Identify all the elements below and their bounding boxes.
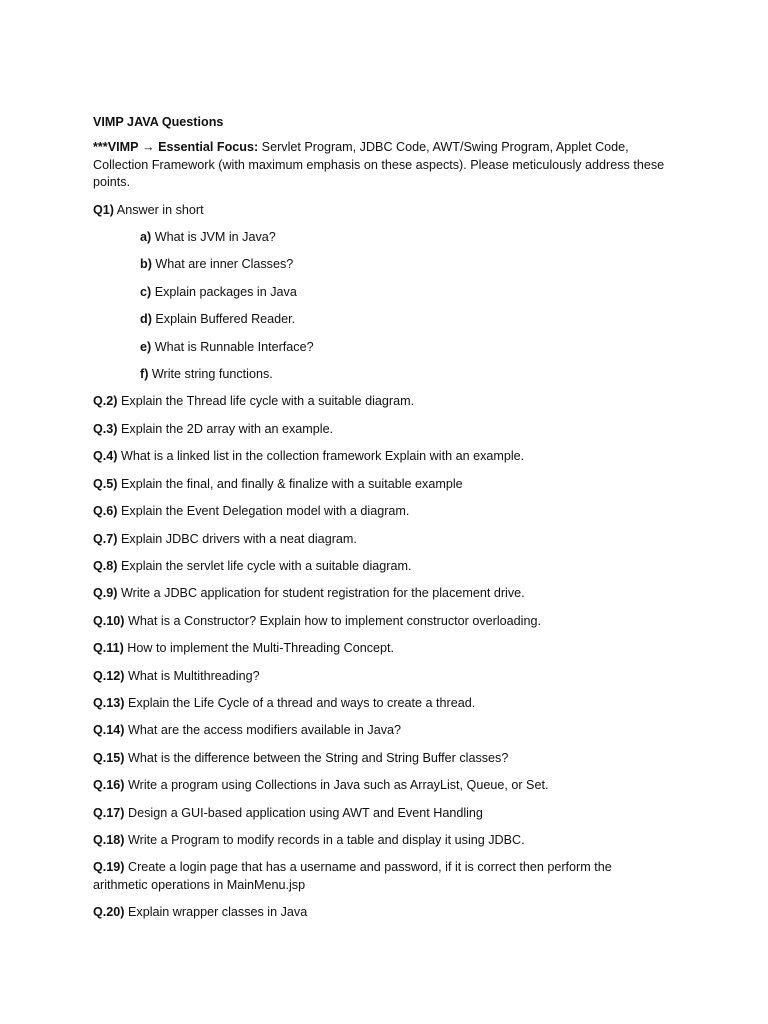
question-text: What is the difference between the String and String Buffer classes? [124,750,509,765]
document-page [93,114,668,932]
question-q4 [93,448,668,465]
question-number: Q.18) [93,832,125,847]
sub-question-label: f) [140,367,149,382]
sub-question-label: b) [140,257,152,272]
question-q11 [93,640,668,657]
sub-question-text: Explain packages in Java [151,284,297,299]
question-q6 [93,503,668,520]
question-number: Q.16) [93,778,125,793]
question-text: Explain wrapper classes in Java [124,905,308,920]
question-text: Explain the Event Delegation model with a diagram. [117,504,410,519]
sub-question-text: What is JVM in Java? [151,230,276,245]
right-arrow-icon: → [142,140,155,155]
question-number: Q.19) [93,860,125,875]
sub-question-text: What is Runnable Interface? [151,339,314,354]
focus-text: Servlet Program, JDBC Code, AWT/Swing Program, Applet Code, Collection Framework (with maximum emphasis on these aspects). Please meticulously address these points. [93,140,665,190]
question-text: What is a linked list in the collection framework Explain with an example. [117,449,525,464]
sub-question-label: c) [140,284,152,299]
document-title: VIMP JAVA Questions [93,115,224,129]
question-number: Q.7) [93,531,118,546]
sub-question-c [140,284,668,301]
question-q2 [93,393,668,410]
question-q15 [93,750,668,767]
question-q1 [93,202,668,219]
sub-question-label: a) [140,230,152,245]
question-text: Create a login page that has a username and password, if it is correct then perform the arithmetic operations in MainMenu.jsp [93,860,612,892]
focus-prefix: ***VIMP [93,140,139,155]
focus-label: Essential Focus: [158,140,259,155]
question-number: Q.6) [93,504,118,519]
question-q3 [93,421,668,438]
question-text: Answer in short [114,202,204,217]
question-number: Q.4) [93,449,118,464]
question-number: Q.11) [93,641,124,656]
question-q16 [93,777,668,794]
question-number: Q.8) [93,558,118,573]
question-q18 [93,832,668,849]
question-number: Q.14) [93,723,125,738]
sub-question-f [140,366,668,383]
question-q9 [93,585,668,602]
question-q13 [93,695,668,712]
question-number: Q.3) [93,421,118,436]
question-number: Q1) [93,202,114,217]
question-text: What is Multithreading? [124,668,260,683]
sub-question-d [140,311,668,328]
question-q8 [93,558,668,575]
question-text: Write a JDBC application for student registration for the placement drive. [117,586,525,601]
question-text: Explain the final, and finally & finalize with a suitable example [117,476,463,491]
sub-question-a [140,229,668,246]
question-text: Explain the servlet life cycle with a suitable diagram. [117,558,412,573]
question-number: Q.9) [93,586,118,601]
sub-question-text: Explain Buffered Reader. [151,312,296,327]
question-text: What are the access modifiers available in Java? [124,723,401,738]
question-text: Write a program using Collections in Java such as ArrayList, Queue, or Set. [124,778,549,793]
question-text: Explain JDBC drivers with a neat diagram. [117,531,357,546]
question-q14 [93,722,668,739]
question-number: Q.13) [93,695,125,710]
sub-question-label: e) [140,339,152,354]
question-text: Design a GUI-based application using AWT and Event Handling [124,805,483,820]
question-text: Write a Program to modify records in a table and display it using JDBC. [124,832,525,847]
question-number: Q.15) [93,750,125,765]
question-text: Explain the 2D array with an example. [117,421,334,436]
question-number: Q.20) [93,905,125,920]
question-number: Q.5) [93,476,118,491]
question-number: Q.12) [93,668,125,683]
question-q20 [93,904,668,921]
question-number: Q.10) [93,613,125,628]
question-number: Q.17) [93,805,125,820]
question-text: What is a Constructor? Explain how to implement constructor overloading. [124,613,541,628]
question-text: Explain the Life Cycle of a thread and ways to create a thread. [124,695,476,710]
question-number: Q.2) [93,394,118,409]
question-text: Explain the Thread life cycle with a suitable diagram. [117,394,415,409]
sub-question-e [140,339,668,356]
question-text: How to implement the Multi-Threading Concept. [123,641,395,656]
question-q12 [93,668,668,685]
focus-paragraph [93,139,668,191]
sub-question-label: d) [140,312,152,327]
sub-question-text: Write string functions. [148,367,273,382]
question-q5 [93,476,668,493]
question-q19 [93,859,668,894]
question-q10 [93,613,668,630]
question-q17 [93,805,668,822]
sub-question-b [140,256,668,273]
question-q7 [93,531,668,548]
sub-question-text: What are inner Classes? [151,257,294,272]
